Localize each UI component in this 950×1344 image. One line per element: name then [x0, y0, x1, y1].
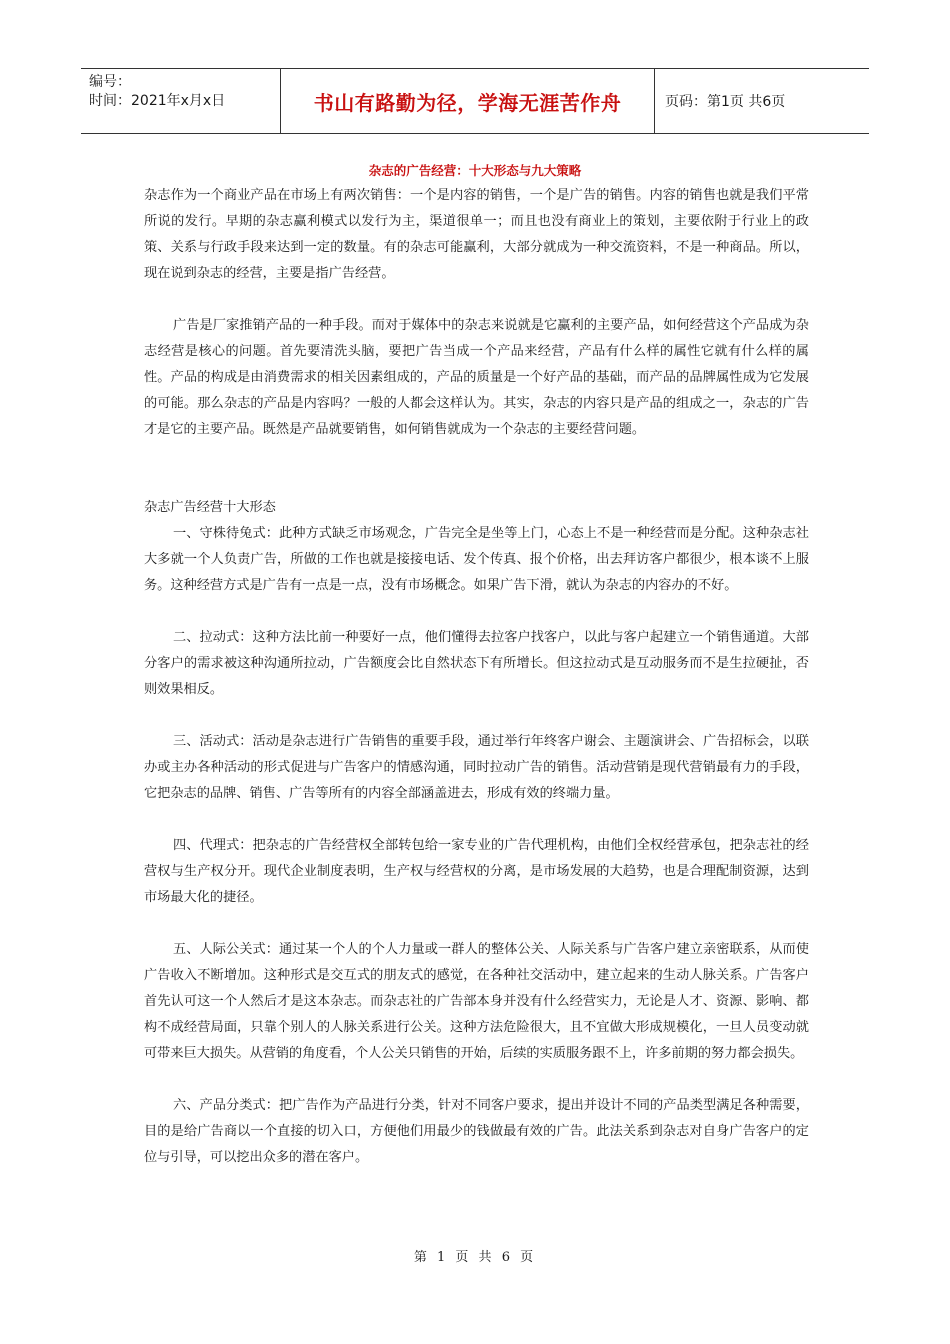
paragraph-form-2: 二、拉动式：这种方法比前一种要好一点，他们懂得去拉客户找客户，以此与客户起建立一个销售通道。大部分客户的需求被这种沟通所拉动，广告额度会比自然状态下有所增长。但这拉动式是互动服务而不是生拉硬扯，否则效果相反。 [144, 630, 809, 697]
paragraph-form-6: 六、产品分类式：把广告作为产品进行分类，针对不同客户要求，提出并设计不同的产品类型满足各种需要，目的是给广告商以一个直接的切入口，方便他们用最少的钱做最有效的广告。此法关系到杂志对自身广告客户的定位与引导，可以挖出众多的潜在客户。 [144, 1098, 809, 1165]
document-body [144, 183, 809, 1171]
header-table [81, 68, 869, 134]
code-label: 编号： [89, 74, 131, 90]
header-motto: 书山有路勤为径，学海无涯苦作舟 [281, 69, 655, 133]
header-page-info: 页码：第1页 共6页 [665, 94, 786, 110]
paragraph-intro: 杂志作为一个商业产品在市场上有两次销售：一个是内容的销售，一个是广告的销售。内容的销售也就是我们平常所说的发行。早期的杂志赢利模式以发行为主，渠道很单一；而且也没有商业上的策划，主要依附于行业上的政策、关系与行政手段来达到一定的数量。有的杂志可能赢利，大部分就成为一种交流资料，不是一种商品。所以，现在说到杂志的经营，主要是指广告经营。 [144, 188, 809, 281]
paragraph-form-3: 三、活动式：活动是杂志进行广告销售的重要手段，通过举行年终客户谢会、主题演讲会、广告招标会，以联办或主办各种活动的形式促进与广告客户的情感沟通，同时拉动广告的销售。活动营销是现代营销最有力的手段，它把杂志的品牌、销售、广告等所有的内容全部涵盖进去，形成有效的终端力量。 [144, 734, 809, 801]
time-label: 时间：2021年x月x日 [89, 93, 226, 109]
paragraph-form-5: 五、人际公关式：通过某一个人的个人力量或一群人的整体公关、人际关系与广告客户建立亲密联系，从而使广告收入不断增加。这种形式是交互式的朋友式的感觉，在各种社交活动中，建立起来的生动人脉关系。广告客户首先认可这一个人然后才是这本杂志。而杂志社的广告部本身并没有什么经营实力，无论是人才、资源、影响、都构不成经营局面，只靠个别人的人脉关系进行公关。这种方法危险很大，且不宜做大形成规模化，一旦人员变动就可带来巨大损失。从营销的角度看，个人公关只销售的开始，后续的实质服务跟不上，许多前期的努力都会损失。 [144, 942, 809, 1061]
paragraph-form-1: 一、守株待兔式：此种方式缺乏市场观念，广告完全是坐等上门，心态上不是一种经营而是分配。这种杂志社大多就一个人负责广告，所做的工作也就是接接电话、发个传真、报个价格，出去拜访客户都很少，根本谈不上服务。这种经营方式是广告有一点是一点，没有市场概念。如果广告下滑，就认为杂志的内容办的不好。 [144, 526, 809, 593]
paragraph-advertising: 广告是厂家推销产品的一种手段。而对于媒体中的杂志来说就是它赢利的主要产品，如何经营这个产品成为杂志经营是核心的问题。首先要清洗头脑，要把广告当成一个产品来经营，产品有什么样的属性它就有什么样的属性。产品的构成是由消费需求的相关因素组成的，产品的质量是一个好产品的基础，而产品的品牌属性成为它发展的可能。那么杂志的产品是内容吗？一般的人都会这样认为。其实，杂志的内容只是产品的组成之一，杂志的广告才是它的主要产品。既然是产品就要销售，如何销售就成为一个杂志的主要经营问题。 [144, 318, 809, 437]
page-footer: 第 1 页 共 6 页 [413, 1250, 537, 1265]
header-meta-cell [81, 69, 281, 133]
paragraph-form-4: 四、代理式：把杂志的广告经营权全部转包给一家专业的广告代理机构，由他们全权经营承包，把杂志社的经营权与生产权分开。现代企业制度表明，生产权与经营权的分离，是市场发展的大趋势，也是合理配制资源，达到市场最大化的捷径。 [144, 838, 809, 905]
document-title: 杂志的广告经营：十大形态与九大策略 [368, 163, 582, 178]
section-heading: 杂志广告经营十大形态 [144, 500, 276, 515]
